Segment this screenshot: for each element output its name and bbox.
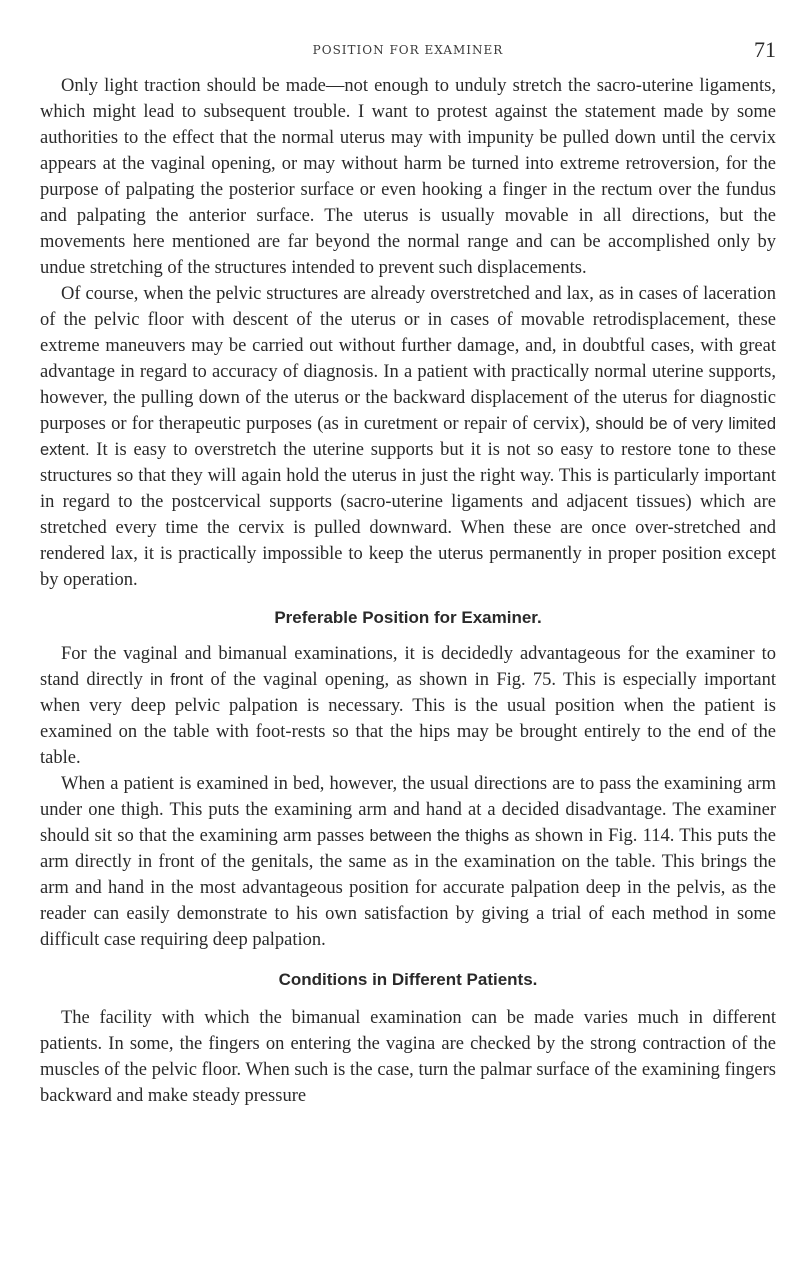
emphasis-text: should be of very limited extent.	[40, 415, 776, 459]
emphasis-text: in front	[150, 671, 204, 689]
paragraph-text: For the vaginal and bimanual examinations, it is decidedly advantageous for the examiner to stand directly	[40, 644, 776, 690]
paragraph-text: as shown in Fig. 114. This puts the arm directly in front of the genitals, the same as in the examination on the table. This brings the arm and hand in the most advantageous position for accurate palpation deep in the pelvis, as the reader can easily demonstrate to his own satisfaction by giving a trial of each method in some difficult case requiring deep palpation.	[40, 826, 776, 950]
paragraph-text: Of course, when the pelvic structures are already overstretched and lax, as in cases of laceration of the pelvic floor with descent of the uterus or in cases of movable retrodisplacement, these extreme maneuvers may be carried out without further damage, and, in doubtful cases, with great advantage in regard to accuracy of diagnosis. In a patient with practically normal uterine supports, however, the pulling down of the uterus or the backward displacement of the uterus for diagnostic purposes or for therapeutic purposes (as in curetment or repair of cervix),	[40, 284, 776, 434]
emphasis-text: between the thighs	[369, 827, 510, 845]
paragraph-text: It is easy to overstretch the uterine supports but it is not so easy to restore tone to these structures so that they will again hold the uterus in just the right way. This is particularly important in regard to the postcervical supports (sacro-uterine ligaments and adjacent tissues) which are stretched every time the cervix is pulled downward. When these are once over-stretched and rendered lax, it is practically impossible to keep the uterus permanently in proper position except by operation.	[40, 440, 776, 590]
page-number: 71	[754, 37, 776, 62]
paragraph-examined-in-bed	[40, 771, 776, 953]
paragraph-vaginal-bimanual	[40, 641, 776, 771]
paragraph-text: of the vaginal opening, as shown in Fig. 75. This is especially important when very deep pelvic palpation is necessary. This is the usual position when the patient is examined on the table with foot-rests so that the hips may be brought entirely to the end of the table.	[40, 670, 776, 768]
section-heading-conditions: Conditions in Different Patients.	[278, 970, 538, 989]
running-head-title: POSITION FOR EXAMINER	[312, 43, 504, 57]
paragraph-overstretched	[40, 281, 776, 593]
paragraph-facility: The facility with which the bimanual examination can be made varies much in different patients. In some, the fingers on entering the vagina are checked by the strong contraction of the muscles of the pelvic floor. When such is the case, turn the palmar surface of the examining fingers backward and make steady pressure	[40, 1008, 776, 1106]
section-heading-preferable-position: Preferable Position for Examiner.	[274, 608, 542, 627]
body-text	[40, 73, 776, 1109]
paragraph-traction: Only light traction should be made—not enough to unduly stretch the sacro-uterine ligaments, which might lead to subsequent trouble. I want to protest against the statement made by some authorities to the effect that the normal uterus may with impunity be pulled down until the cervix appears at the vaginal opening, or may without harm be turned into extreme retroversion, for the purpose of palpating the posterior surface or even hooking a finger in the rectum over the fundus and palpating the anterior surface. The uterus is usually movable in all directions, but the movements here mentioned are far beyond the normal range and can be accomplished only by undue stretching of the structures intended to prevent such displacements.	[40, 76, 776, 278]
paragraph-text: When a patient is examined in bed, however, the usual directions are to pass the examining arm under one thigh. This puts the examining arm and hand at a decided disadvantage. The examiner should sit so that the examining arm passes	[40, 774, 776, 846]
running-head	[40, 37, 776, 67]
